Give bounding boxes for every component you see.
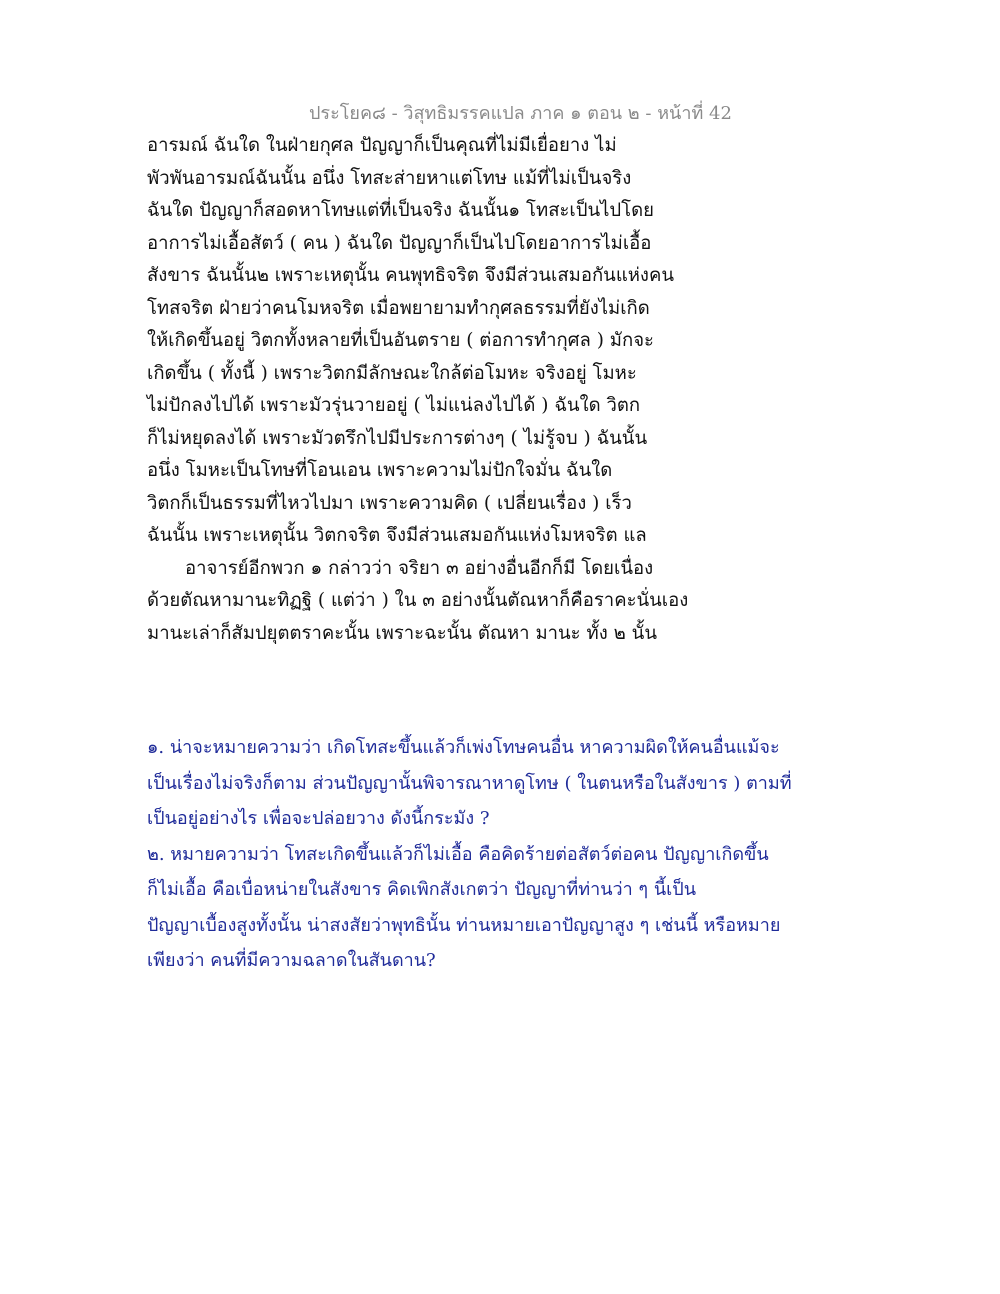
- footnote-line: ๑. น่าจะหมายความว่า เกิดโทสะขึ้นแล้วก็เพ่งโทษคนอื่น หาความผิดให้คนอื่นแม้จะ: [147, 737, 780, 758]
- footnotes: [147, 730, 867, 979]
- page-header: ประโยค๘ - วิสุทธิมรรคแปล ภาค ๑ ตอน ๒ - หน้าที่ 42: [309, 103, 732, 124]
- footnote-line: ๒. หมายความว่า โทสะเกิดขึ้นแล้วก็ไม่เอื้อ คือคิดร้ายต่อสัตว์ต่อคน ปัญญาเกิดขึ้น: [147, 843, 769, 865]
- text-line: อนึ่ง โมหะเป็นโทษที่โอนเอน เพราะความไม่ปักใจมั่น ฉันใด: [147, 460, 613, 481]
- footnote-line: เพียงว่า คนที่มีความฉลาดในสันดาน?: [147, 950, 436, 971]
- footnote-line: ปัญญาเบื้องสูงทั้งนั้น น่าสงสัยว่าพุทธินั้น ท่านหมายเอาปัญญาสูง ๆ เช่นนี้ หรือหมาย: [147, 914, 781, 936]
- text-line: ไม่ปักลงไปได้ เพราะมัวรุ่นวายอยู่ ( ไม่แน่ลงไปได้ ) ฉันใด วิตก: [147, 395, 641, 416]
- main-text: [147, 130, 847, 650]
- text-line: อารมณ์ ฉันใด ในฝ่ายกุศล ปัญญาก็เป็นคุณที่ไม่มีเยื่อยาง ไม่: [147, 135, 617, 156]
- footnote-line: ก็ไม่เอื้อ คือเบื่อหน่ายในสังขาร คิดเพิกสังเกตว่า ปัญญาที่ท่านว่า ๆ นี้เป็น: [147, 879, 697, 900]
- text-line: ด้วยตัณหามานะทิฏฐิ ( แต่ว่า ) ใน ๓ อย่างนั้นตัณหาก็คือราคะนั่นเอง: [147, 590, 689, 611]
- paragraph-start-line: อาจารย์อีกพวก ๑ กล่าวว่า จริยา ๓ อย่างอื่นอีกก็มี โดยเนื่อง: [185, 557, 654, 579]
- text-line: สังขาร ฉันนั้น๒ เพราะเหตุนั้น คนพุทธิจริต จึงมีส่วนเสมอกันแห่งคน: [147, 265, 674, 286]
- footnote-line: เป็นเรื่องไม่จริงก็ตาม ส่วนปัญญานั้นพิจารณาหาดูโทษ ( ในตนหรือในสังขาร ) ตามที่: [147, 772, 792, 794]
- footnote-line: เป็นอยู่อย่างไร เพื่อจะปล่อยวาง ดังนี้กระมัง ?: [147, 808, 490, 829]
- text-line: พัวพันอารมณ์ฉันนั้น อนึ่ง โทสะส่ายหาแต่โทษ แม้ที่ไม่เป็นจริง: [147, 167, 632, 189]
- text-line: โทสจริต ฝ่ายว่าคนโมหจริต เมื่อพยายามทำกุศลธรรมที่ยังไม่เกิด: [147, 297, 650, 319]
- text-line: ฉันใด ปัญญาก็สอดหาโทษแต่ที่เป็นจริง ฉันนั้น๑ โทสะเป็นไปโดย: [147, 200, 654, 221]
- text-line: มานะเล่าก็สัมปยุตตราคะนั้น เพราะฉะนั้น ตัณหา มานะ ทั้ง ๒ นั้น: [147, 622, 657, 644]
- text-line: วิตกก็เป็นธรรมที่ไหวไปมา เพราะความคิด ( เปลี่ยนเรื่อง ) เร็ว: [147, 492, 632, 514]
- text-line: ให้เกิดขึ้นอยู่ วิตกทั้งหลายที่เป็นอันตราย ( ต่อการทำกุศล ) มักจะ: [147, 330, 654, 351]
- text-line: อาการไม่เอื้อสัตว์ ( คน ) ฉันใด ปัญญาก็เป็นไปโดยอาการไม่เอื้อ: [147, 232, 652, 254]
- text-line: ฉันนั้น เพราะเหตุนั้น วิตกจริต จึงมีส่วนเสมอกันแห่งโมหจริต แล: [147, 525, 647, 546]
- text-line: ก็ไม่หยุดลงได้ เพราะมัวตรึกไปมีประการต่างๆ ( ไม่รู้จบ ) ฉันนั้น: [147, 427, 648, 449]
- text-line: เกิดขึ้น ( ทั้งนี้ ) เพราะวิตกมีลักษณะใกล้ต่อโมหะ จริงอยู่ โมหะ: [147, 362, 637, 384]
